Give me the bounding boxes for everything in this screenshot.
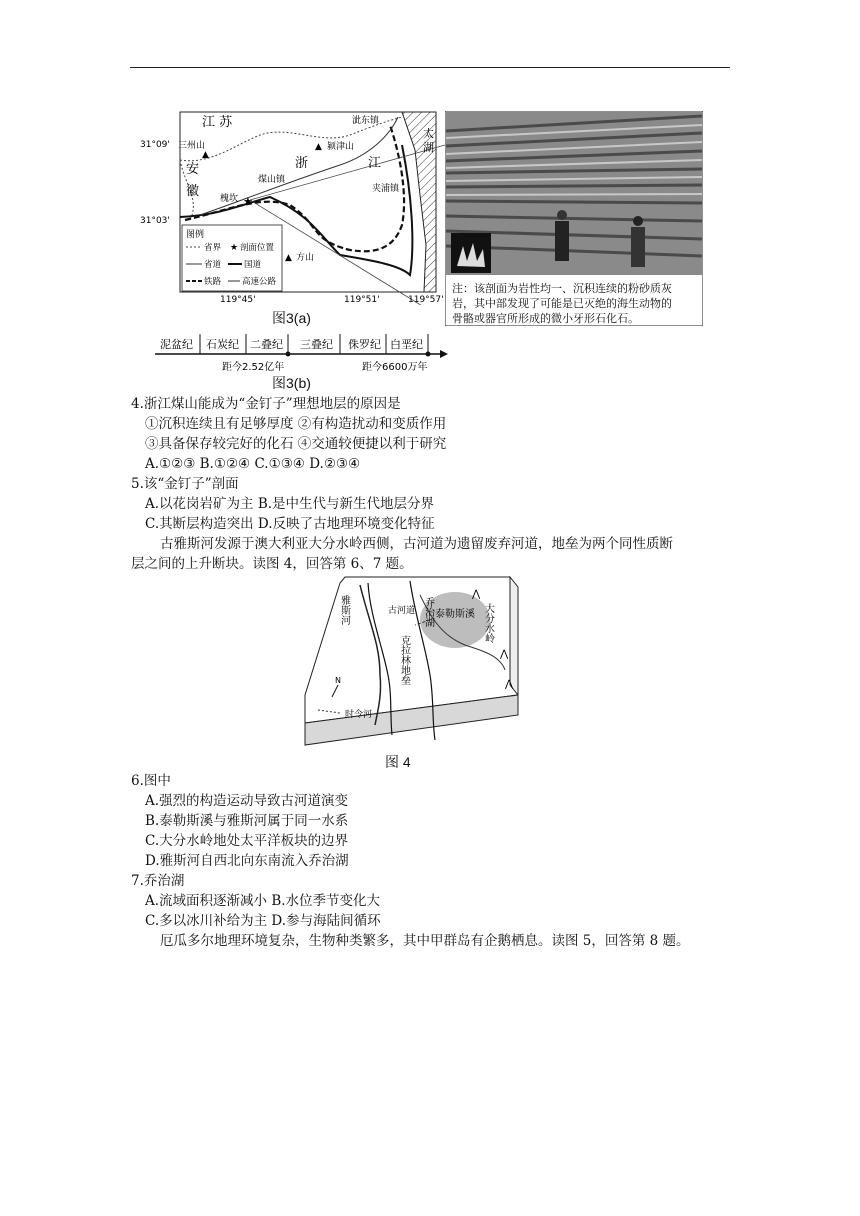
map-figure-3a <box>140 105 445 305</box>
province-anhui-b: 徽 <box>186 184 200 199</box>
period-carboniferous: 石炭纪 <box>206 338 239 351</box>
q4-opt2: ③具备保存较完好的化石 ④交通较便捷以利于研究 <box>145 436 447 452</box>
q6-d: D.雅斯河自西北向东南流入乔治湖 <box>145 853 349 869</box>
province-jiangsu: 江 苏 <box>202 115 233 130</box>
period-jurassic: 侏罗纪 <box>348 338 381 351</box>
place-zhedong: 泚东镇 <box>352 116 380 126</box>
period-devonian: 泥盆纪 <box>160 338 193 351</box>
place-huaikan: 槐坎 <box>220 194 239 204</box>
photo-note-line: 骨骼或器官所形成的微小牙形石化石。 <box>452 312 639 325</box>
legend-item: 省道 <box>204 260 222 270</box>
q5-line1: A.以花岗岩矿为主 B.是中生代与新生代地层分界 <box>145 496 435 512</box>
q6-stem: 6.图中 <box>131 773 171 789</box>
q4-stem: 4.浙江煤山能成为“金钉子”理想地层的原因是 <box>131 396 401 412</box>
legend-item: 省界 <box>204 243 222 253</box>
section-star-icon: ★ <box>243 195 253 208</box>
period-triassic: 三叠纪 <box>300 338 333 351</box>
caption-3a: 图3(a) <box>272 310 311 326</box>
timeline-label-b: 距今6600万年 <box>362 362 428 373</box>
province-anhui-a: 安 <box>186 162 200 177</box>
mountain-icon: ▲ <box>202 150 209 160</box>
intro-1-line1: 古雅斯河发源于澳大利亚大分水岭西侧，古河道为遗留废弃河道，地垒为两个同性质断 <box>160 536 673 552</box>
mountain-icon: ▲ <box>285 253 292 263</box>
label-clarin-horst: 克拉林地垒 <box>398 635 410 685</box>
timeline-3b <box>150 330 450 375</box>
caption-3b: 图3(b) <box>272 375 311 391</box>
photo-note <box>452 281 672 326</box>
q6-a: A.强烈的构造运动导致古河道演变 <box>145 793 349 809</box>
q5-line2: C.其断层构造突出 D.反映了古地理环境变化特征 <box>145 516 435 532</box>
mountain-icon: ⋀ <box>505 679 514 690</box>
mountain-icon: ⋀ <box>472 589 481 600</box>
lat-top: 31°09' <box>140 140 170 150</box>
taihu-label-a: 太 <box>423 127 434 140</box>
label-divide: 大分水岭 <box>482 603 494 643</box>
lon-2: 119°51' <box>344 295 380 305</box>
q7-line1: A.流域面积逐渐减小 B.水位季节变化大 <box>145 893 381 909</box>
legend-item: 剖面位置 <box>240 243 275 253</box>
province-zhejiang-b: 江 <box>368 156 382 171</box>
period-cretaceous: 白垩纪 <box>390 338 423 351</box>
caption-4: 图 4 <box>385 754 411 770</box>
block-diagram-figure-4 <box>300 575 530 750</box>
photo-note-line: 注：该剖面为岩性均一、沉积连续的粉砂质灰 <box>452 282 672 295</box>
place-jiapu: 夹浦镇 <box>372 184 400 194</box>
taihu-label-b: 湖 <box>423 141 434 154</box>
label-yasi-river: 雅斯河 <box>338 595 350 625</box>
legend-star-icon: ★ <box>230 243 239 253</box>
north-arrow-icon: N <box>335 676 341 685</box>
legend-item: 铁路 <box>204 277 222 287</box>
photo-note-line: 岩，其中部发现了可能是已灭绝的海生动物的 <box>452 297 672 310</box>
mountain-icon: ⋀ <box>500 649 509 660</box>
intro-2: 厄瓜多尔地理环境复杂，生物种类繁多，其中甲群岛有企鹅栖息。读图 5，回答第 8 题。 <box>160 933 690 949</box>
top-rule <box>130 67 730 68</box>
q6-c: C.大分水岭地处太平洋板块的边界 <box>145 833 349 849</box>
label-taylors-creek: 泰勒斯溪 <box>435 609 475 620</box>
legend-item: 国道 <box>244 260 262 270</box>
label-old-channel: 古河道 <box>388 606 416 616</box>
place-sanzhou: 三州山 <box>178 141 206 151</box>
q4-opt1: ①沉积连续且有足够厚度 ②有构造扰动和变质作用 <box>145 416 447 432</box>
legend-title: 图例 <box>186 230 205 240</box>
place-meishan: 煤山镇 <box>258 175 286 185</box>
intro-1-line2: 层之间的上升断块。读图 4，回答第 6、7 题。 <box>131 556 413 572</box>
place-fangshan: 方山 <box>296 253 315 263</box>
q7-stem: 7.乔治湖 <box>131 873 185 889</box>
q6-b: B.泰勒斯溪与雅斯河属于同一水系 <box>145 813 349 829</box>
legend-item: 高速公路 <box>242 277 277 287</box>
lon-1: 119°45' <box>220 295 256 305</box>
label-seasonal-river: 时令河 <box>345 710 373 720</box>
mountain-icon: ▲ <box>315 142 322 152</box>
label-lake-george: 乔治湖 <box>422 597 434 627</box>
q7-line2: C.多以冰川补给为主 D.参与海陆间循环 <box>145 913 381 929</box>
lon-3: 119°57' <box>408 295 444 305</box>
period-permian: 二叠纪 <box>250 338 283 351</box>
province-zhejiang-a: 浙 <box>295 156 309 171</box>
lat-bottom: 31°03' <box>140 216 170 226</box>
timeline-label-a: 距今2.52亿年 <box>222 362 285 373</box>
q5-stem: 5.该“金钉子”剖面 <box>131 476 239 492</box>
q4-choices: A.①②③ B.①②④ C.①③④ D.②③④ <box>145 456 361 472</box>
place-yingjin: 颍津山 <box>327 142 355 152</box>
